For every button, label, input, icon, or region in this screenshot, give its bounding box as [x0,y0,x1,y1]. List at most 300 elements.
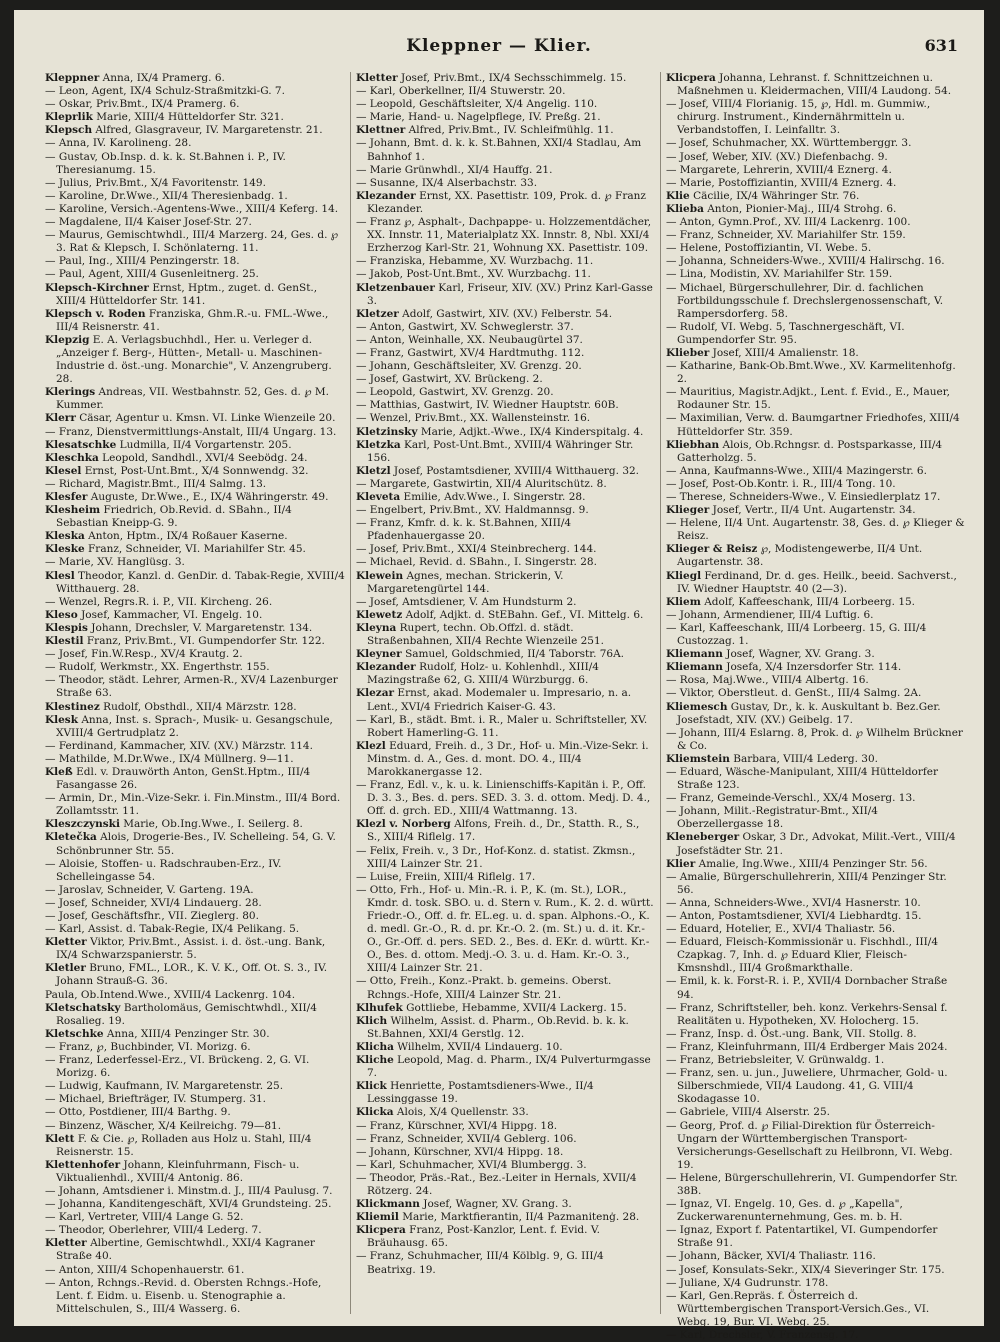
entry-details: — Leopold, Geschäftsleiter, X/4 Angelig. 110. [355,98,598,111]
entry-surname: Klicka [355,1106,394,1119]
entry-surname: Klicpera [355,1224,406,1237]
entry-details: — Leon, Agent, IX/4 Schulz-Straßmitzki-G. 7. [45,85,285,98]
directory-entry [45,491,345,504]
directory-entry [356,1120,655,1133]
directory-entry [356,622,655,648]
entry-details: — Franz, ℘, Buchbinder, VI. Morizg. 6. [45,1040,251,1053]
directory-entry [356,491,655,504]
directory-entry [45,1133,345,1159]
directory-entry [45,386,345,412]
directory-entry [45,504,345,530]
entry-surname: Klieger & Reisz [665,543,758,556]
directory-entry [666,1041,965,1054]
page-title: Kleppner — Klier. [406,36,592,56]
directory-entry [666,1277,965,1290]
directory-entry [45,1198,345,1211]
entry-surname: Kletzl [355,464,391,477]
entry-details: — Karl, Gen.Repräs. f. Österreich d. Württembergischen Transport-Versich.Ges., VI. Webg. 19, Bur. VI. Webg. 25. [665,1289,930,1328]
entry-details: Gottliebe, Hebamme, XVII/4 Lackerg. 15. [406,1001,627,1014]
entry-surname: Klestil [45,635,84,648]
directory-entry [45,570,345,596]
directory-entry [666,268,965,281]
directory-entry [45,177,345,190]
directory-entry [45,910,345,923]
entry-surname: Klepsch-Kirchner [45,281,149,294]
directory-entry [356,596,655,609]
directory-entry [666,805,965,831]
entry-details: — Luise, Freiin, XIII/4 Riflelg. 17. [355,870,536,883]
entry-surname: Kleyna [355,621,397,634]
entry-details: Bruno, FML., LOR., K. V. K., Off. Ot. S. 3., IV. Johann Strauß-G. 36. [56,962,328,988]
entry-surname: Kletečka [45,831,97,844]
directory-entry [666,648,965,661]
entry-details: Anna, Inst. s. Sprach-, Musik- u. Gesangschule, XVIII/4 Gertrudplatz 2. [56,713,333,739]
directory-entry [45,1106,345,1119]
directory-entry [666,897,965,910]
directory-entry [666,190,965,203]
entry-surname: Kleske [45,543,85,556]
entry-details: — Johann, Armendiener, III/4 Luftig. 6. [665,608,874,621]
entry-details: — Rosa, Maj.Wwe., VIII/4 Albertg. 16. [665,674,869,687]
entry-details: Johann, Kleinfuhrmann, Fisch- u. Viktualienhdl., XVIII/4 Antonig. 86. [56,1158,300,1184]
directory-entry [666,151,965,164]
entry-surname: Klicpera [665,72,716,84]
entry-details: — Franz, Dienstvermittlungs-Anstalt, III/4 Ungarg. 13. [45,425,337,438]
running-head [14,36,984,62]
entry-surname: Klhufek [355,1001,403,1014]
directory-entry [666,98,965,137]
entry-surname: Klepsch v. Roden [45,307,146,320]
directory-entry [356,360,655,373]
directory-entry [45,622,345,635]
directory-entry [45,203,345,216]
directory-entry [356,1198,655,1211]
directory-entry [45,85,345,98]
entry-surname: Kliemesch [665,700,728,713]
entry-surname: Klieber [665,346,710,359]
entry-details: — Josef, Schuhmacher, XX. Württemberggr. 3. [665,137,912,150]
directory-entry [45,1028,345,1041]
directory-entry [666,360,965,386]
directory-entry [666,831,965,857]
directory-entry [45,124,345,137]
directory-entry [666,229,965,242]
directory-entry [356,347,655,360]
entry-details: — Marie, Postoffiziantin, XVIII/4 Eznerg. 4. [665,176,897,189]
directory-entry [356,177,655,190]
entry-details: Ernst, akad. Modemaler u. Impresario, n. a. Lent., XVI/4 Friedrich Kaiser-G. 43. [366,687,632,713]
entry-details: — Maurus, Gemischtwhdl., III/4 Marzerg. 24, Ges. d. ℘ 3. Rat & Klepsch, I. Schönlaterng. 11. [45,229,339,255]
entry-details: — Franz, Gemeinde-Verschl., XX/4 Moserg. 13. [665,792,916,805]
directory-entry [45,989,345,1002]
directory-entry [356,373,655,386]
directory-entry [45,1080,345,1093]
directory-entry [356,740,655,779]
directory-entry [666,975,965,1001]
entry-details: Ernst, Hptm., zuget. d. GenSt., XIII/4 Hütteldorfer Str. 141. [56,281,318,307]
entry-details: — Anna, Kaufmanns-Wwe., XIII/4 Mazingerstr. 6. [665,464,927,477]
entry-details: — Johann, Milit.-Registratur-Bmt., XII/4 Oberzellergasse 18. [665,805,878,831]
entry-details: — Karl, Drechsler, V. Franzensg. 17. [665,1329,859,1341]
entry-details: Franziska, Ghm.R.-u. FML.-Wwe., III/4 Reisnerstr. 41. [56,307,329,333]
entry-details: — Johann, Bmt. d. k. k. St.Bahnen, XXI/4 Stadlau, Am Bahnhof 1. [355,137,642,163]
directory-entry [666,177,965,190]
entry-surname: Kleso [45,608,78,621]
directory-entry [666,1054,965,1067]
entry-details: — Franz, Schneider, XVII/4 Geblerg. 106. [355,1132,577,1145]
directory-entry [45,792,345,818]
directory-entry [45,452,345,465]
entry-details: Josef, Vertr., II/4 Unt. Augartenstr. 34. [712,504,916,517]
entry-surname: Kleszczynski [45,818,120,831]
entry-details: — Richard, Magistr.Bmt., III/4 Salmg. 13. [45,477,267,490]
entry-details: — Josef, Gastwirt, XV. Brückeng. 2. [355,373,543,386]
directory-entry [356,124,655,137]
directory-entry [666,871,965,897]
entry-surname: Kletter [355,72,398,84]
entry-details: Eduard, Freih. d., 3 Dr., Hof- u. Min.-Vize-Sekr. i. Minstm. d. A., Ges. d. mont. DO. 4., III/4 Marokkanergasse 12. [366,739,649,778]
entry-details: — Theodor, Präs.-Rat., Bez.-Leiter in Hernals, XVII/4 Rötzerg. 24. [355,1171,637,1197]
directory-entry [666,1224,965,1250]
directory-entry [666,622,965,648]
directory-entry [45,1041,345,1054]
directory-entry [356,1106,655,1119]
directory-entry [356,190,655,216]
entry-details: — Gabriele, VIII/4 Alserstr. 25. [665,1106,830,1119]
entry-details: — Emil, k. k. Forst-R. i. P., XVII/4 Dornbacher Straße 94. [665,975,948,1001]
entry-details: — Aloisie, Stoffen- u. Radschrauben-Erz., IV. Schelleingasse 54. [45,857,282,883]
entry-details: — Josef, VIII/4 Florianig. 15, ℘, Hdl. m. Gummiw., chirurg. Instrument., Kindernährmitteln u. Verbandstoffen, I. Leinfalltr. 3. [665,98,931,137]
entry-surname: Klezl [355,739,386,752]
entry-details: — Gustav, Ob.Insp. d. k. k. St.Bahnen i. P., IV. Theresianumg. 15. [45,150,286,176]
directory-entry [666,491,965,504]
entry-surname: Klett [45,1132,75,1145]
directory-entry [45,439,345,452]
entry-details: — Eduard, Wäsche-Manipulant, XIII/4 Hütteldorfer Straße 123. [665,765,939,792]
entry-details: — Susanne, IX/4 Alserbachstr. 33. [355,176,538,189]
entry-surname: Kleschka [45,451,99,464]
directory-entry [666,478,965,491]
entry-surname: Kleppner [45,72,100,84]
directory-entry [356,111,655,124]
directory-entry [666,1106,965,1119]
entry-surname: Klesheim [45,504,101,517]
entry-details: Rupert, techn. Ob.Offzl. d. städt. Straßenbahnen, XII/4 Rechte Wienzeile 251. [366,621,605,648]
entry-details: Anna, IX/4 Pramerg. 6. [102,72,225,84]
entry-details: — Wenzel, Regrs.R. i. P., VII. Kircheng. 26. [45,595,273,608]
entry-details: — Karl, Vertreter, VIII/4 Lange G. 52. [45,1211,244,1224]
entry-details: — Theodor, Oberlehrer, VIII/4 Lederg. 7. [45,1224,262,1237]
entry-details: — Marie, Hand- u. Nagelpflege, IV. Preßg. 21. [355,111,601,124]
directory-entry [356,465,655,478]
entry-surname: Klie [665,189,690,202]
directory-entry [45,111,345,124]
column-1 [40,72,350,1314]
entry-details: — Magdalene, II/4 Kaiser Josef-Str. 27. [45,216,252,229]
entry-details: Anna, XIII/4 Penzinger Str. 30. [106,1027,270,1040]
entry-details: Amalie, Ing.Wwe., XIII/4 Penzinger Str. 56. [698,857,928,870]
directory-entry [45,674,345,700]
directory-entry [45,478,345,491]
entry-details: — Georg, Prof. d. ℘ Filial-Direktion für Österreich-Ungarn der Württembergischen Transport-Versicherungs-Gesellschaft zu Heilbronn, VI. Webg. 19. [665,1119,953,1171]
entry-details: Wilhelm, Assist. d. Pharm., Ob.Revid. b. k. k. St.Bahnen, XXI/4 Gerstlg. 12. [366,1014,629,1040]
directory-entry [45,268,345,281]
entry-details: — Viktor, Oberstleut. d. GenSt., III/4 Salmg. 2A. [665,687,922,700]
entry-surname: Klezander [355,661,416,674]
entry-details: Franz, Post-Kanzlor, Lent. f. Evid. V. Bräuhausg. 65. [366,1224,600,1250]
directory-entry [666,164,965,177]
entry-surname: Kliebhan [665,438,720,451]
entry-details: Emilie, Adv.Wwe., I. Singerstr. 28. [403,491,586,503]
directory-entry [45,1185,345,1198]
entry-surname: Klezander [355,189,416,202]
directory-entry [356,426,655,439]
entry-details: — Ignaz, Export f. Patentartikel, VI. Gumpendorfer Straße 91. [665,1224,938,1250]
entry-details: — Karl, Kaffeeschank, III/4 Lorbeerg. 15, G. III/4 Custozzag. 1. [665,621,927,648]
directory-entry [666,674,965,687]
entry-surname: Kletzenbauer [355,281,435,294]
directory-entry [356,399,655,412]
entry-surname: Klesatschke [45,438,117,451]
entry-details: — Mathilde, M.Dr.Wwe., IX/4 Müllnerg. 9—11. [45,752,294,765]
directory-entry [666,1264,965,1277]
entry-surname: Kliche [355,1054,394,1067]
entry-details: — Helene, Postoffiziantin, VI. Webe. 5. [665,242,872,255]
entry-surname: Kleß [45,765,73,778]
directory-entry [45,858,345,884]
directory-entry [356,1211,655,1224]
entry-details: — Marie, XV. Hanglüsg. 3. [45,556,185,569]
directory-entry [45,609,345,622]
directory-entry [45,1224,345,1237]
directory-entry [45,530,345,543]
entry-details: — Anton, Gastwirt, XV. Schweglerstr. 37. [355,320,574,333]
directory-entry [45,1002,345,1028]
directory-entry [45,308,345,334]
entry-details: — Josef, Schneider, XVI/4 Lindauerg. 28. [45,896,262,909]
directory-entry [666,321,965,347]
entry-details: Josef, Wagner, XV. Grang. 3. [423,1198,572,1211]
directory-entry [45,1264,345,1277]
directory-entry [356,609,655,622]
entry-details: Bartholomäus, Gemischtwhdl., XII/4 Rosalieg. 19. [56,1001,317,1027]
entry-details: — Eduard, Fleisch-Kommissionär u. Fischhdl., III/4 Czapkag. 7, Inh. d. ℘ Eduard Klier, Fleisch-Kmsnshdl., III/4 Großmarkthalle. [665,936,939,975]
entry-surname: Kletter [45,1237,87,1250]
directory-entry [356,687,655,713]
entry-details: — Johanna, Schneiders-Wwe., XVIII/4 Halirschg. 16. [665,255,945,268]
directory-entry [666,386,965,412]
directory-entry [356,884,655,976]
entry-details: — Josef, Weber, XIV. (XV.) Diefenbachg. 9. [665,150,888,163]
directory-entry [666,661,965,674]
directory-entry [356,648,655,661]
directory-entry [666,766,965,792]
entry-details: — Paul, Agent, XIII/4 Gusenleitnerg. 25. [45,268,259,281]
entry-details: — Anton, Postamtsdiener, XVI/4 Liebhardtg. 15. [665,910,922,922]
directory-entry [666,1172,965,1198]
entry-details: — Johann, Geschäftsleiter, XV. Grenzg. 20. [355,360,582,373]
directory-entry [356,439,655,465]
entry-details: — Leopold, Gastwirt, XV. Grenzg. 20. [355,386,554,399]
directory-entry [356,556,655,569]
entry-details: — Helene, Bürgerschullehrerin, VI. Gumpendorfer Str. 38B. [665,1171,958,1197]
directory-entry [666,687,965,700]
directory-entry [666,792,965,805]
entry-details: Josef, XIII/4 Amalienstr. 18. [712,346,859,359]
entry-surname: Kletler [45,962,86,975]
directory-entry [356,1041,655,1054]
directory-entry [356,98,655,111]
directory-entry [356,818,655,844]
entry-details: ℘, Modistengewerbe, II/4 Unt. Augartenstr. 38. [676,543,923,569]
entry-details: — Michael, Revid. d. SBahn., I. Singerstr. 28. [355,556,597,569]
directory-entry [45,543,345,556]
directory-entry [356,478,655,491]
directory-entry [45,1211,345,1224]
entry-surname: Klesl [45,569,75,582]
entry-details: — Josef, Fin.W.Resp., XV/4 Krautg. 2. [45,648,243,661]
entry-details: — Johanna, Kanditengeschäft, XVI/4 Grundsteing. 25. [45,1198,332,1211]
directory-entry [666,216,965,229]
directory-entry [45,426,345,439]
directory-entry [356,268,655,281]
entry-surname: Klerr [45,412,76,425]
directory-entry [356,386,655,399]
directory-entry [666,1329,965,1342]
entry-surname: Klezar [355,687,395,700]
entry-details: — Helene, II/4 Unt. Augartenstr. 38, Ges. d. ℘ Klieger & Reisz. [665,517,965,543]
directory-entry [666,439,965,465]
entry-details: Anton, Pionier-Maj., III/4 Strohg. 6. [707,202,897,215]
entry-details: Adolf, Adjkt. d. StEBahn. Gef., VI. Mittelg. 6. [405,608,644,621]
entry-details: — Otto, Frh., Hof- u. Min.-R. i. P., K. (m. St.), LOR., Kmdr. d. tosk. SBO. u. d. Stern v. Rum., K. 2. d. württ. Friedr.-O., Off. d. fr. EL.eg. u. d. span. Alphons.-O., K. d. medl. Gr.-O., R. d. pr. Kr.-O. 2. (m. St.) u. d. it. Kr.-O., Gr.-Off. d. pers. SED. 2., Bes. d. EKr. d. württ. Kr.-O., Bes. d. ottom. Medj.-O. 3. u. d. Ham. Kr.-O. 3., XIII/4 Lainzer Str. 21. [355,883,654,975]
directory-entry [45,596,345,609]
entry-surname: Klesk [45,713,78,726]
entry-details: — Matthias, Gastwirt, IV. Wiedner Hauptstr. 60B. [355,399,619,412]
entry-surname: Kletzka [355,438,401,451]
entry-surname: Klier [665,857,696,870]
entry-details: Marie, Ob.Ing.Wwe., I. Seilerg. 8. [123,818,303,831]
directory-entry [666,596,965,609]
directory-entry [45,884,345,897]
entry-details: — Jaroslav, Schneider, V. Garteng. 19A. [45,883,254,896]
directory-entry [356,85,655,98]
entry-details: — Karl, B., städt. Bmt. i. R., Maler u. Schriftsteller, XV. Robert Hamerling-G. 11. [355,713,648,739]
directory-entry [45,661,345,674]
entry-surname: Kleveta [355,491,401,503]
entry-details: Barbara, VIII/4 Lederg. 30. [733,752,878,765]
directory-entry [356,216,655,255]
directory-entry [45,1159,345,1185]
entry-surname: Klerings [45,386,96,399]
entry-details: Josef, Wagner, XV. Grang. 3. [726,648,875,661]
directory-entry [45,282,345,308]
entry-details: Alois, Ob.Rchngsr. d. Postsparkasse, III/4 Gatterholzg. 5. [676,438,943,464]
entry-details: — Ferdinand, Kammacher, XIV. (XV.) Märzstr. 114. [45,739,313,752]
entry-surname: Klickmann [355,1198,420,1211]
directory-entry [45,1237,345,1263]
directory-entry [356,1080,655,1106]
directory-entry [666,504,965,517]
directory-entry [45,1120,345,1133]
entry-details: — Franz, Gastwirt, XV/4 Hardtmuthg. 112. [355,346,585,359]
entry-surname: Klewein [355,569,404,582]
directory-entry [356,1146,655,1159]
directory-entry [356,1250,655,1276]
entry-details: — Anton, Weinhalle, XX. Neubaugürtel 37. [355,333,583,346]
entry-details: Johann, Drechsler, V. Margaretenstr. 134. [91,621,313,634]
entry-details: — Marie Grünwhdl., XI/4 Hauffg. 21. [355,163,553,176]
entry-details: — Otto, Freih., Konz.-Prakt. b. gemeins. Oberst. Rchngs.-Hofe, XIII/4 Lainzer Str. 21. [355,975,612,1001]
directory-entry [45,635,345,648]
entry-surname: Kliemil [355,1211,399,1224]
entry-details: Karl, Friseur, XIV. (XV.) Prinz Karl-Gasse 3. [366,281,653,307]
entry-details: — Margarete, Lehrerin, XVIII/4 Eznerg. 4. [665,163,892,176]
entry-details: — Karoline, Versich.-Agentens-Wwe., XIII/4 Keferg. 14. [45,202,339,215]
entry-details: — Franz, Schuhmacher, III/4 Kölblg. 9, G. III/4 Beatrixg. 19. [355,1250,604,1276]
entry-details: Andreas, VII. Westbahnstr. 52, Ges. d. ℘ M. Kummer. [56,386,329,412]
entry-details: Ernst, XX. Pasettistr. 109, Prok. d. ℘ Franz Klezander. [366,189,646,215]
entry-details: Auguste, Dr.Wwe., E., IX/4 Währingerstr. 49. [90,491,329,503]
entry-details: Cäcilie, IX/4 Währinger Str. 76. [693,189,860,202]
directory-entry [45,137,345,150]
entry-details: Josef, Postamtsdiener, XVIII/4 Witthauerg. 32. [393,464,640,477]
directory-entry [356,308,655,321]
directory-entry [45,753,345,766]
directory-entry [356,1159,655,1172]
directory-entry [45,740,345,753]
entry-details: Alfons, Freih. d., Dr., Statth. R., S., S., XIII/4 Riflelg. 17. [366,818,640,844]
directory-entry [45,72,345,85]
entry-details: Ernst, Post-Unt.Bmt., X/4 Sonnwendg. 32. [84,464,309,477]
entry-details: — Rudolf, VI. Webg. 5, Taschnergeschäft, VI. Gumpendorfer Str. 95. [665,320,905,346]
entry-details: — Engelbert, Priv.Bmt., XV. Haldmannsg. 9. [355,504,589,517]
directory-entry [45,818,345,831]
entry-details: Anton, Hptm., IX/4 Roßauer Kaserne. [88,530,288,543]
entry-details: Rudolf, Obsthdl., XII/4 Märzstr. 128. [103,700,297,713]
entry-surname: Kleyner [355,648,402,661]
entry-details: Agnes, mechan. Strickerin, V. Margaretengürtel 144. [366,569,564,595]
entry-surname: Kletschatsky [45,1001,121,1014]
entry-surname: Klich [355,1014,388,1027]
entry-surname: Kliem [665,595,701,608]
entry-surname: Klesfer [45,491,88,503]
directory-entry [45,831,345,857]
directory-entry [45,334,345,386]
entry-surname: Klettner [355,124,406,137]
entry-details: — Josef, Post-Ob.Kontr. i. R., III/4 Tong. 10. [665,477,896,490]
directory-entry [356,164,655,177]
entry-details: Josef, Kammacher, VI. Engelg. 10. [81,608,263,621]
entry-details: Theodor, Kanzl. d. GenDir. d. Tabak-Regie, XVIII/4 Witthauerg. 28. [56,569,345,595]
entry-details: — Franz, Lederfessel-Erz., VI. Brückeng. 2, G. VI. Morizg. 6. [45,1054,310,1080]
entry-details: Franz, Priv.Bmt., VI. Gumpendorfer Str. 122. [86,635,325,648]
directory-entry [666,923,965,936]
entry-details: — Anton, Rchngs.-Revid. d. Obersten Rchngs.-Hofe, Lent. f. Eidm. u. Eisenb. u. Stenographie a. Mittelschulen, S., III/4 Wasserg. 6. [45,1276,322,1315]
directory-entry [666,1002,965,1028]
directory-entry [666,347,965,360]
entry-details: — Franz, Kleinfuhrmann, III/4 Erdberger Mais 2024. [665,1040,948,1053]
entry-details: — Ignaz, VI. Engelg. 10, Ges. d. ℘ „Kapella", Zuckerwarenunternehmung, Ges. m. b. H. [665,1198,903,1224]
directory-entry [666,701,965,727]
entry-surname: Klicha [355,1040,394,1053]
directory-entry [45,897,345,910]
entry-details: — Franz, Kmfr. d. k. k. St.Bahnen, XIII/4 Pfadenhauergasse 20. [355,517,572,543]
directory-entry [666,255,965,268]
entry-details: Marie, Marktfierantin, II/4 Pazmanitenġ. 28. [402,1211,640,1224]
directory-entry [45,556,345,569]
entry-details: — Paul, Ing., XIII/4 Penzingerstr. 18. [45,255,240,268]
